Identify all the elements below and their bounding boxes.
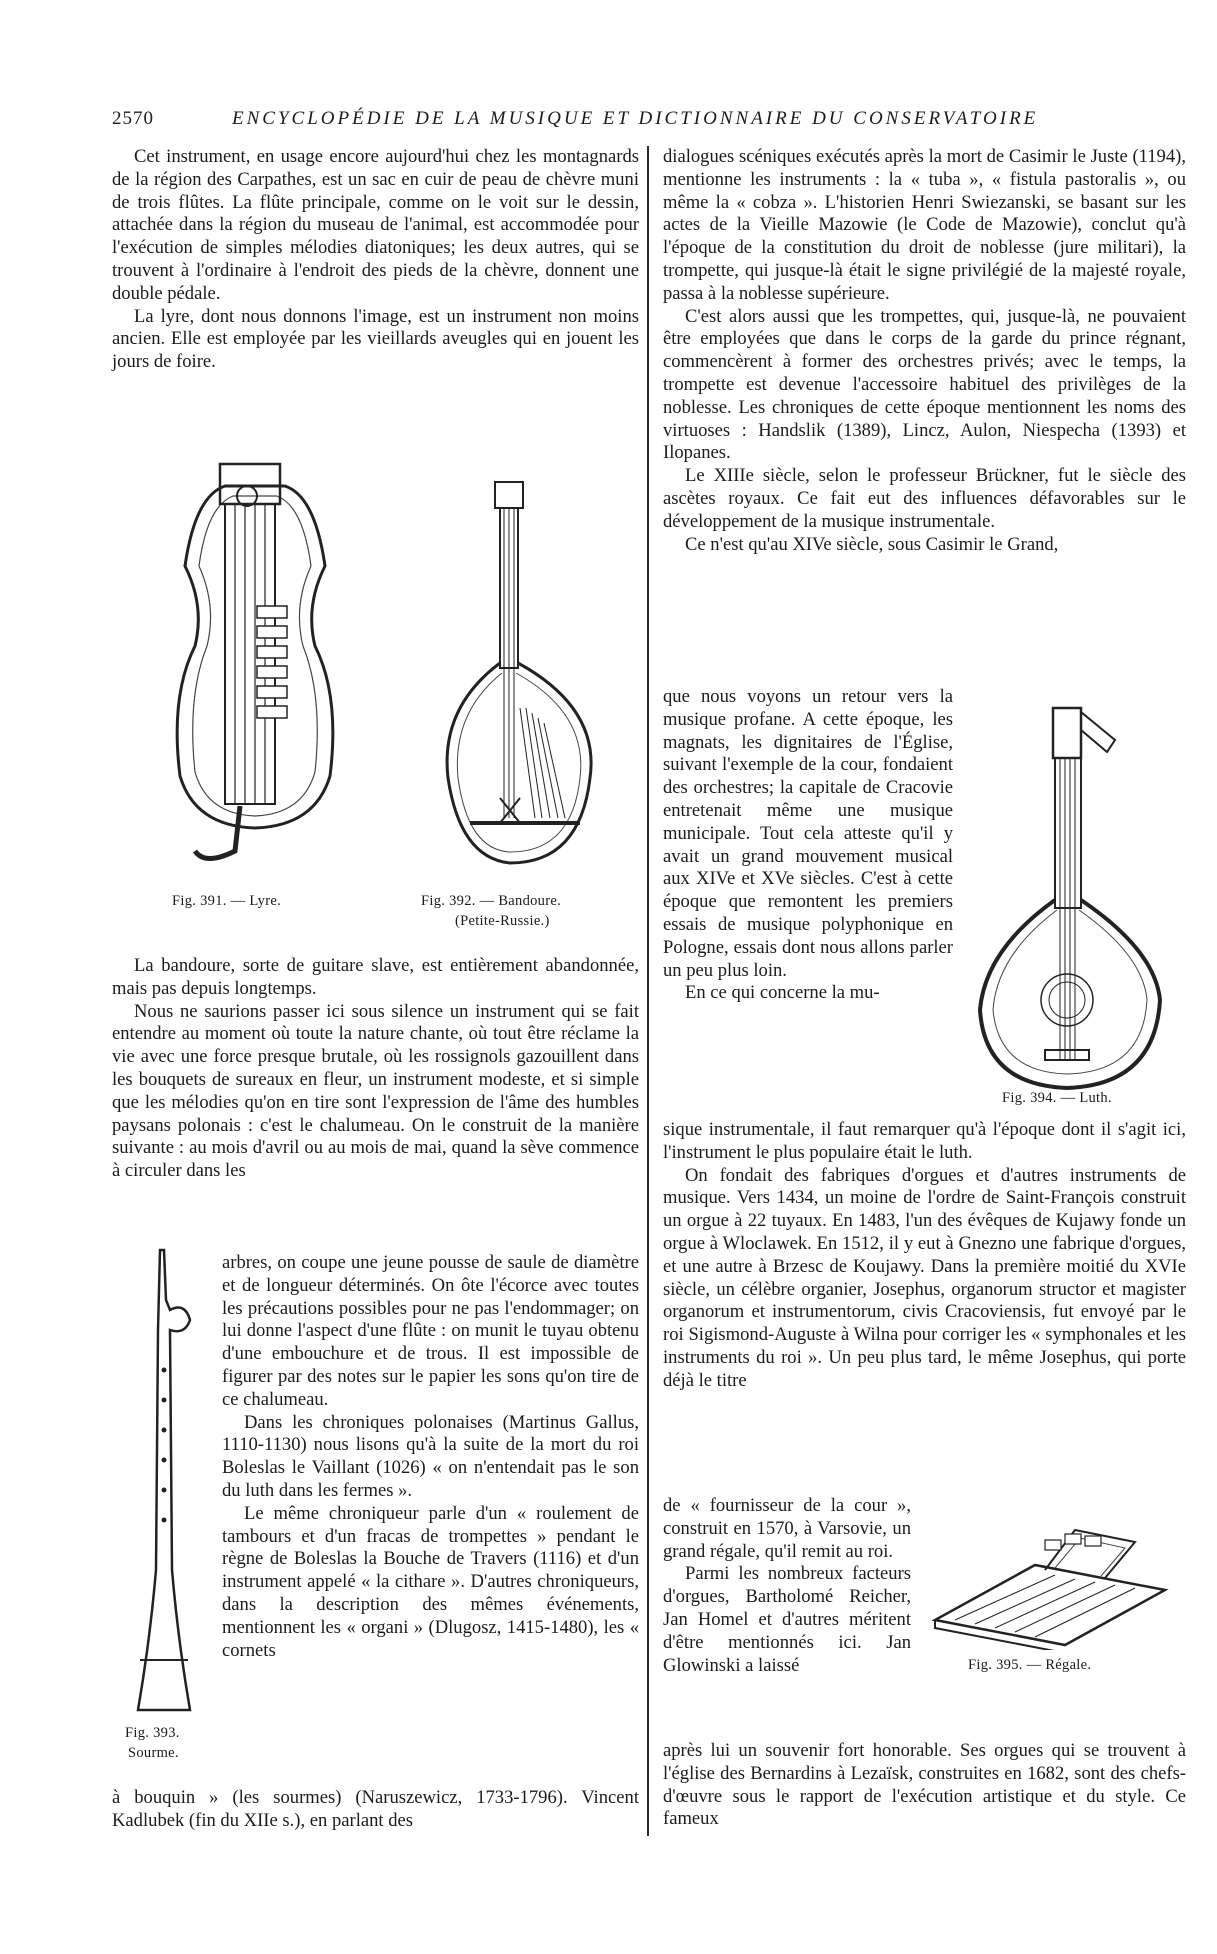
caption-fig-392-region: (Petite-Russie.)	[455, 913, 550, 929]
figure-bandoure	[440, 478, 610, 873]
caption-fig-395: Fig. 395. — Régale.	[968, 1657, 1092, 1673]
paragraph-glowinski: après lui un souvenir fort honorable. Ses orgues qui se trouvent à l'église des Bernardins à Lezaïsk, construites en 1682, sont des chefs-d'œuvre sous le rapport de l'exécution artistique et du style. Ce fameux	[663, 1740, 1186, 1830]
paragraph-chronicles: Dans les chroniques polonaises (Martinus Gallus, 1110-1130) nous lisons qu'à la suite de la mort du roi Boleslas le Vaillant (1026) « on n'entendait pas le son du luth dans les fermes ».	[222, 1411, 639, 1501]
left-column-bottom	[112, 1787, 639, 1833]
caption-fig-393-name: Sourme.	[128, 1745, 179, 1761]
caption-fig-391: Fig. 391. — Lyre.	[172, 893, 282, 909]
paragraph-organs: On fondait des fabriques d'orgues et d'autres instruments de musique. Vers 1434, un moine de l'ordre de Saint-François construit un orgue à 22 tuyaux. En 1483, l'un des évêques de Kujawy fonde un orgue à Wloclawek. En 1512, il y eut à Gnezno une fabrique d'orgues, et une autre à Brzesc de Koujawy. Dans la première moitié du XVIe siècle, un célèbre organier, Josephus, organorum structor et magister organorum et instrumentorum, civis Cracoviensis, fut envoyé par le roi Sigismond-Auguste à Wilna pour corriger les « symphonales et les instruments du roi ». Un peu plus tard, le même Josephus, qui porte déjà le titre	[663, 1164, 1186, 1391]
paragraph-instrumental-start: En ce qui concerne la mu-	[685, 982, 880, 1004]
page-number: 2570	[112, 108, 154, 129]
running-title: ENCYCLOPÉDIE DE LA MUSIQUE ET DICTIONNAIRE DU CONSERVATOIRE	[232, 108, 1039, 129]
paragraph-chronicler: Le même chroniqueur parle d'un « roulement de tambours et d'un fracas de trompettes » pendant le règne de Boleslas la Bouche de Travers (1116) et d'un instrument appelé « la cithare ». D'autres chroniqueurs, dans la description des mêmes événements, mentionnent les « organi » (Dlugosz, 1415-1480), les « cornets	[222, 1502, 639, 1661]
paragraph-instrumental: sique instrumentale, il faut remarquer qu'à l'époque dont il s'agit ici, l'instrument le plus populaire était le luth.	[663, 1119, 1186, 1163]
paragraph-bagpipe: Cet instrument, en usage encore aujourd'hui chez les montagnards de la région des Carpathes, est un sac en cuir de peau de chèvre muni de trois flûtes. La flûte principale, comme on le voit sur le dessin, attachée dans la région du museau de l'animal, est accommodée pour l'exécution de simples mélodies diatoniques; les deux autres, qui se trouvent à l'ordinaire à l'endroit des pieds de la chèvre, donnent une double pédale.	[112, 146, 639, 304]
caption-fig-394: Fig. 394. — Luth.	[1002, 1090, 1112, 1106]
left-column-top	[112, 146, 639, 374]
figure-luth	[975, 700, 1185, 1090]
right-column-float-2	[663, 1495, 911, 1677]
paragraph-supplier: de « fournisseur de la cour », construit en 1570, à Varsovie, un grand régale, qu'il remit au roi.	[663, 1495, 911, 1562]
sourme-illustration	[130, 1240, 200, 1720]
figure-sourme	[130, 1240, 200, 1720]
paragraph-trumpets: C'est alors aussi que les trompettes, qui, jusque-là, ne pouvaient être employées que dans le corps de la garde du prince régnant, commencèrent à former des orchestres privés; avec le temps, la trompette est devenue l'accessoire habituel des privilèges de la noblesse. Les chroniques de cette époque mentionnent les noms des virtuoses : Handslik (1389), Lincz, Aulon, Niespecha (1393) et Ilopanes.	[663, 305, 1186, 464]
figure-regale	[925, 1520, 1175, 1650]
column-divider	[647, 146, 649, 1836]
paragraph-organ-makers: Parmi les nombreux facteurs d'orgues, Bartholomé Reicher, Jan Homel et d'autres méritent d'être mentionnés ici. Jan Glowinski a laissé	[663, 1563, 911, 1676]
luth-illustration	[975, 700, 1185, 1090]
bandoure-illustration	[440, 478, 610, 873]
paragraph-dialogues: dialogues scéniques exécutés après la mort de Casimir le Juste (1194), mentionne les instruments : la « tuba », « fistula pastoralis », ou même la « cobza ». L'historien Henri Swiezanski, se basant sur les actes de la Vieille Mazowie (le Code de Mazowie), conclut qu'à l'époque de la constitution du droit de noblesse (jure militari), la trompette, qui jusque-là était le signe privilégié de la majesté royale, passa à la noblesse supérieure.	[663, 146, 1186, 304]
right-column-bottom	[663, 1740, 1186, 1831]
paragraph-lyre: La lyre, dont nous donnons l'image, est un instrument non moins ancien. Elle est employée par les vieillards aveugles qui en jouent les jours de foire.	[112, 305, 639, 373]
running-header	[112, 106, 1072, 132]
caption-fig-393: Fig. 393.	[125, 1725, 180, 1741]
paragraph-chalumeau-cont: arbres, on coupe une jeune pousse de saule de diamètre et de longueur déterminés. On ôte l'écorce avec toutes les précautions possibles pour ne pas l'endommager; on lui donne l'aspect d'une flûte : on munit le tuyau obtenu d'une embouchure et de trous. Il est impossible de figurer par des notes sur le papier les sons qu'on tire de ce chalumeau.	[222, 1252, 639, 1410]
paragraph-chalumeau: Nous ne saurions passer ici sous silence un instrument qui se fait entendre au moment où toute la nature chante, où tout être réclame la vie avec une force presque brutale, où les rossignols gazouillent dans les bouquets de sureaux en fleur, un instrument modeste, et si simple que les mélodies qu'on en tire sont l'expression de l'âme des humbles paysans polonais : c'est le chalumeau. On le construit de la manière suivante : au mois d'avril ou au mois de mai, quand la sève commence à circuler dans les	[112, 1000, 639, 1182]
lyre-illustration	[165, 456, 345, 881]
figure-lyre	[165, 456, 345, 881]
paragraph-bandoure: La bandoure, sorte de guitare slave, est entièrement abandonnée, mais pas depuis longtemps.	[112, 955, 639, 999]
paragraph-cornets: à bouquin » (les sourmes) (Naruszewicz, 1733-1796). Vincent Kadlubek (fin du XIIe s.), en parlant des	[112, 1787, 639, 1831]
left-column-middle	[112, 955, 639, 1183]
paragraph-xiv-century: Ce n'est qu'au XIVe siècle, sous Casimir le Grand,	[685, 533, 1059, 555]
right-column-top	[663, 146, 1186, 556]
paragraph-xiii-century: Le XIIIe siècle, selon le professeur Brückner, fut le siècle des ascètes royaux. Ce fait eut des influences défavorables sur le développement de la musique instrumentale.	[663, 465, 1186, 532]
right-column-float-1	[663, 686, 953, 1005]
right-column-middle	[663, 1119, 1186, 1393]
left-column-float	[222, 1252, 639, 1662]
regale-illustration	[925, 1520, 1175, 1650]
paragraph-profane-music: que nous voyons un retour vers la musique profane. A cette époque, les magnats, les dignitaires de l'Église, suivant l'exemple de la cour, fondaient des orchestres; la capitale de Cracovie entretenait même une musique municipale. Tout cela atteste qu'il y avait un grand mouvement musical aux XIVe et XVe siècles. C'est à cette époque que remontent les premiers essais de musique polyphonique en Pologne, essais dont nous allons parler un peu plus loin.	[663, 686, 953, 981]
caption-fig-392: Fig. 392. — Bandoure.	[421, 893, 562, 909]
